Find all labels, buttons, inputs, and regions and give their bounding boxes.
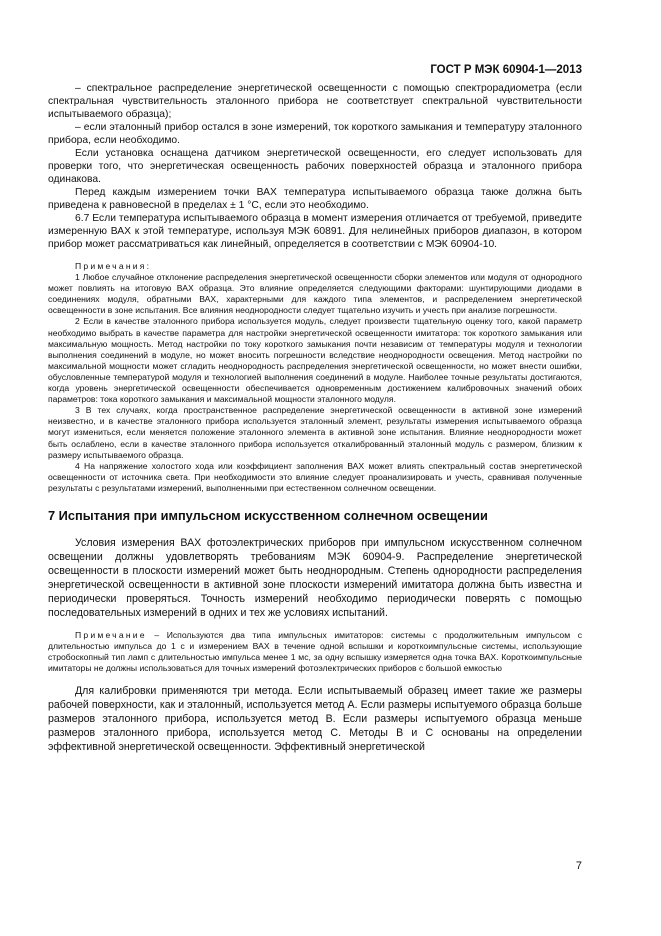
note-2: 2 Если в качестве эталонного прибора используется модуль, следует произвести тщательную оценку того, какой параметр необходимо выбрать в качестве параметра для настройки энергетической освещенности имитатора: ток короткого замыкания или максимальную мощность. Метод настройки по току короткого замыкания почти независим от температуры модуля и технологии выполнения соединений в модуле, но может вносить погрешности вследствие неоднородности освещения. Метод настройки по максимальной мощности может сгладить неоднородность распределения энергетической освещенности, но может внести ошибки, обусловленные температурой модуля и технологией выполнения соединений в модуле. Наиболее точные результаты достигаются, когда уровень энергетической освещенности обеспечивается одновременным достижением калибровочных значений обоих параметров: тока короткого замыкания и максимальной мощности эталонного модуля.: [48, 316, 582, 405]
paragraph-dash-reference: – если эталонный прибор остался в зоне измерений, ток короткого замыкания и температуру эталонного прибора, если необходимо.: [48, 122, 582, 146]
paragraph-irradiance-sensor: Если установка оснащена датчиком энергетической освещенности, его следует использовать для проверки того, что энергетическая освещенность рабочих поверхностей образца и эталонного прибора одинакова.: [48, 148, 582, 185]
paragraph-temperature-equilibrium: Перед каждым измерением точки ВАХ температура испытываемого образца также должна быть приведена к равновесной в пределах ± 1 °С, если это необходимо.: [48, 187, 582, 211]
document-body: [48, 82, 582, 754]
paragraph-dash-spectral: – спектральное распределение энергетической освещенности с помощью спектрорадиометра (если спектральная чувствительность эталонного прибора не соответствует спектральной чувствительности испытываемого образца);: [48, 83, 582, 120]
section-7-heading: 7 Испытания при импульсном искусственном солнечном освещении: [48, 507, 488, 523]
notes-title: Примечания:: [75, 261, 152, 271]
section-7-body: [48, 536, 582, 620]
section-7-note: [48, 630, 582, 674]
section-7-paragraph-1: Условия измерения ВАХ фотоэлектрических приборов при импульсном искусственном солнечном освещении должны удовлетворять требованиям МЭК 60904-9. Распределение энергетической освещенности в плоскости измерений может быть неоднородным. Степень однородности распределения энергетической освещенности в активной зоне плоскости измерений имитатора должна быть известна и периодически проверяться. Точность измерений необходимо периодически поверять с помощью последовательных измерений в одних и тех же условиях испытаний.: [48, 536, 582, 619]
notes-block: [48, 261, 582, 494]
note-3: 3 В тех случаях, когда пространственное распределение энергетической освещенности в активной зоне измерений неизвестно, и в качестве эталонного прибора используется эталонный элемент, результаты измерения испытываемого образца могут измениться, если меняется положение эталонного элемента в активной зоне испытания. Влияние неоднородности может быть ослаблено, если в качестве эталонного прибора используется откалиброванный эталонный модуль с размером, близким к размеру испытываемого образца.: [48, 405, 582, 460]
section-7-body-2: [48, 684, 582, 754]
note-4: 4 На напряжение холостого хода или коэффициент заполнения ВАХ может влиять спектральный состав энергетической освещенности от источника света. При необходимости это влияние следует проанализировать и учесть, сравнивая полученные результаты с результатами измерений, выполненными при естественном солнечном освещении.: [48, 460, 582, 493]
document-header: ГОСТ Р МЭК 60904-1—2013: [430, 64, 582, 76]
note-label: Примечание: [75, 629, 147, 640]
note-1: 1 Любое случайное отклонение распределения энергетической освещенности сборки элементов или модуля от однородного может повлиять на итоговую ВАХ образца. Это влияние определяется следующими факторами: шунтирующими диодами в соединениях модуля, обратными ВАХ, характерными для каждого типа элементов, и распределением энергетической освещенности в зоне испытания. Все влияния неоднородности следует тщательно изучить и учесть при анализе погрешности.: [48, 272, 582, 316]
paragraph-6-7: 6.7 Если температура испытываемого образца в момент измерения отличается от требуемой, приведите измеренную ВАХ к этой температуре, используя МЭК 60891. Для нелинейных приборов диапазон, в котором прибор может рассматриваться как линейный, определяется в соответствии с МЭК 60904-10.: [48, 213, 582, 250]
page-number: 7: [575, 860, 582, 872]
note-body: – Используются два типа импульсных имитаторов: системы с продолжительным импульсом с длительностью импульса до 1 с и измерением ВАХ в течение одной вспышки и короткоимпульсные системы, использующие стробоскопный тип ламп с длительностью импульса менее 1 мс, за одну вспышку измеряется одна точка ВАХ. Короткоимпульсные имитаторы не должны использоваться для точных измерений фотоэлектрических приборов с большой емкостью: [48, 629, 582, 674]
section-7-note-text: [48, 630, 582, 674]
section-7-paragraph-2: Для калибровки применяются три метода. Если испытываемый образец имеет такие же размеры рабочей поверхности, как и эталонный, используется метод А. Если размеры испытуемого образца больше размеров эталонного прибора, используется метод В. Если размеры испытуемого образца меньше размеров эталонного прибора, используется метод С. Методы В и С основаны на определении эффективной энергетической освещенности. Эффективный энергетической: [48, 685, 582, 754]
